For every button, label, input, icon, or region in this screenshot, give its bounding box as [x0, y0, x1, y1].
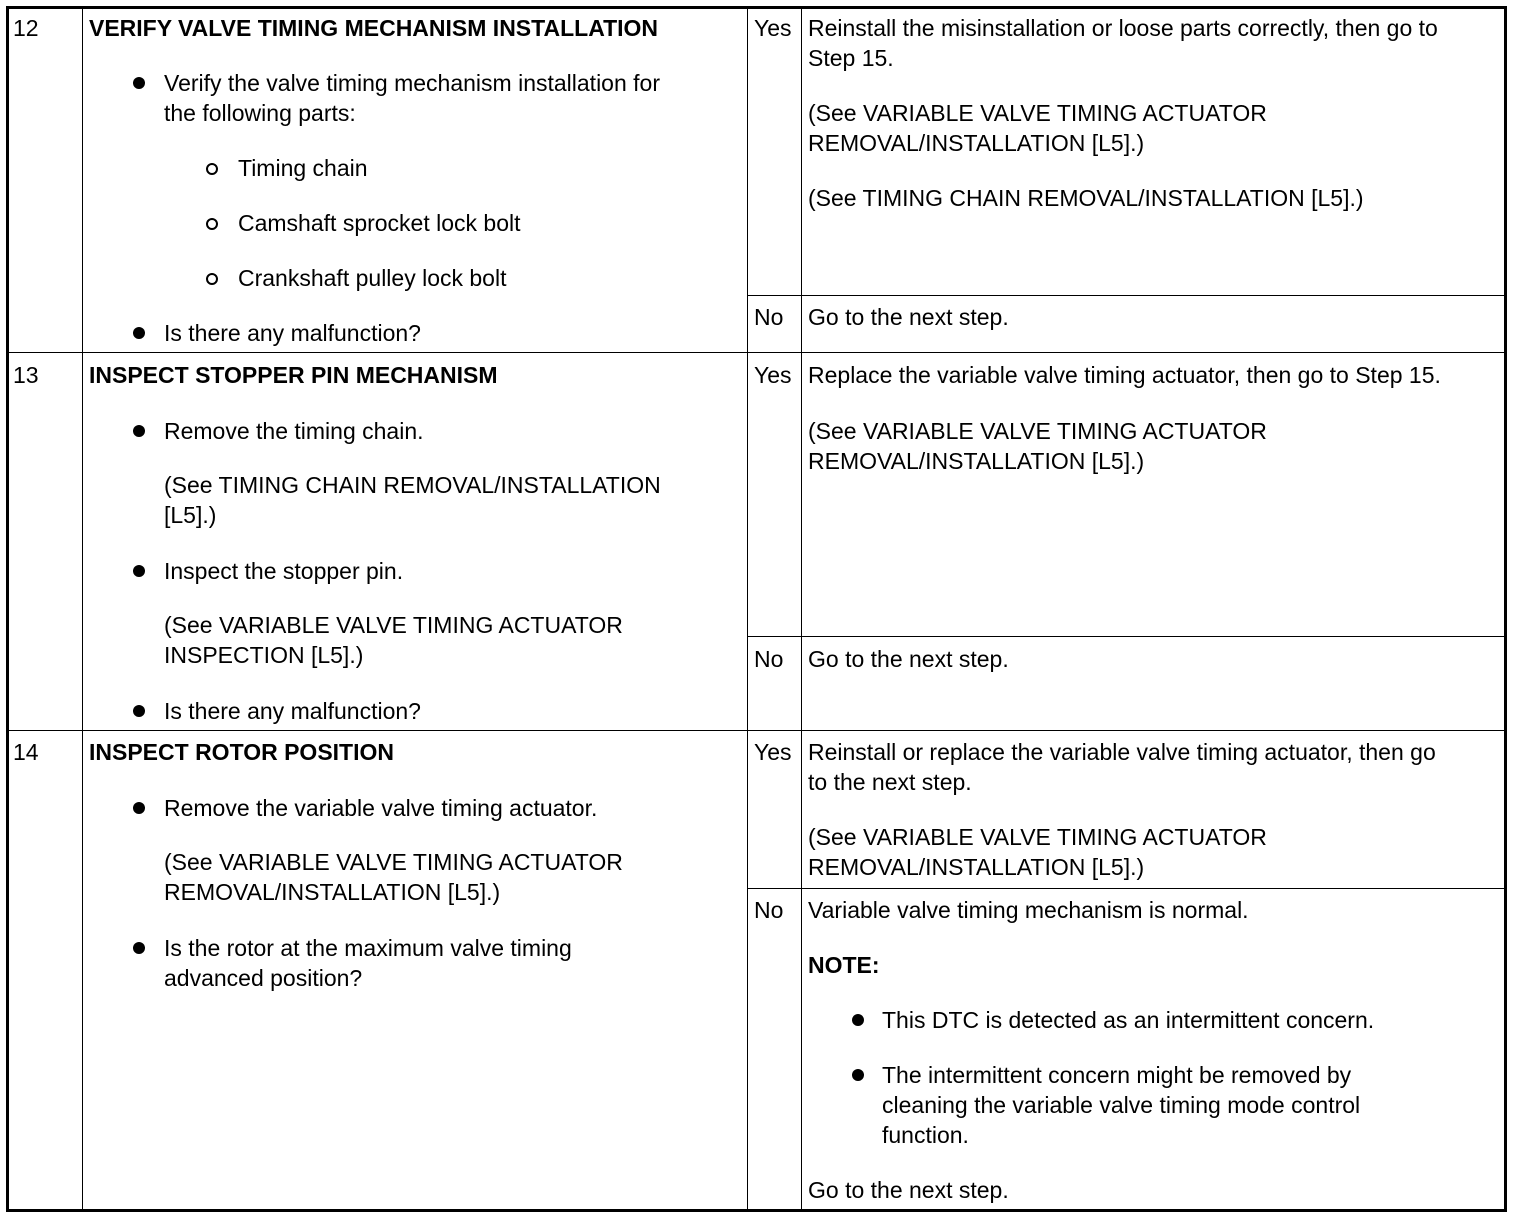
- reference-text: REMOVAL/INSTALLATION [L5].): [808, 854, 1145, 880]
- yes-no-divider-13: [747, 636, 1504, 637]
- note-text: cleaning the variable valve timing mode control: [882, 1092, 1361, 1118]
- yes-action-text: Replace the variable valve timing actuator, then go to Step 15.: [808, 362, 1441, 388]
- no-action-text: Go to the next step.: [808, 646, 1009, 672]
- step-number: 12: [13, 15, 39, 41]
- question-text: Is there any malfunction?: [164, 320, 421, 346]
- note-text: function.: [882, 1122, 969, 1148]
- yes-action-text: Reinstall or replace the variable valve timing actuator, then go: [808, 739, 1436, 765]
- yes-label: Yes: [754, 15, 792, 41]
- instruction-text: Remove the timing chain.: [164, 418, 424, 444]
- instruction-text: the following parts:: [164, 100, 356, 126]
- reference-text: REMOVAL/INSTALLATION [L5].): [808, 448, 1145, 474]
- reference-text: (See VARIABLE VALVE TIMING ACTUATOR: [808, 824, 1267, 850]
- sub-item-text: Camshaft sprocket lock bolt: [238, 210, 521, 236]
- yes-action-text: Step 15.: [808, 45, 894, 71]
- instruction-text: Remove the variable valve timing actuator.: [164, 795, 598, 821]
- no-label: No: [754, 304, 784, 330]
- reference-text: (See VARIABLE VALVE TIMING ACTUATOR: [164, 612, 623, 638]
- yes-action-text: Reinstall the misinstallation or loose parts correctly, then go to: [808, 15, 1438, 41]
- instruction-text: Inspect the stopper pin.: [164, 558, 404, 584]
- note-text: This DTC is detected as an intermittent concern.: [882, 1007, 1375, 1033]
- yes-no-divider-14: [747, 888, 1504, 889]
- sub-item-text: Timing chain: [238, 155, 368, 181]
- reference-text: (See VARIABLE VALVE TIMING ACTUATOR: [808, 418, 1267, 444]
- no-final-text: Go to the next step.: [808, 1177, 1009, 1203]
- yes-label: Yes: [754, 362, 792, 388]
- bullet-icon: [852, 1014, 864, 1026]
- sub-bullet-icon: [206, 163, 218, 175]
- reference-text: INSPECTION [L5].): [164, 642, 364, 668]
- column-divider-result: [801, 9, 802, 1209]
- yes-no-divider-12: [747, 295, 1504, 296]
- instruction-text: Verify the valve timing mechanism installation for: [164, 70, 660, 96]
- row-divider-12-13: [9, 352, 1504, 353]
- bullet-icon: [133, 802, 145, 814]
- reference-text: (See VARIABLE VALVE TIMING ACTUATOR: [164, 849, 623, 875]
- column-divider-number: [82, 9, 83, 1209]
- sub-item-text: Crankshaft pulley lock bolt: [238, 265, 507, 291]
- question-text: advanced position?: [164, 965, 363, 991]
- row-divider-13-14: [9, 730, 1504, 731]
- step-number: 13: [13, 362, 39, 388]
- question-text: Is there any malfunction?: [164, 698, 421, 724]
- reference-text: (See TIMING CHAIN REMOVAL/INSTALLATION [L5].): [808, 185, 1364, 211]
- reference-text: REMOVAL/INSTALLATION [L5].): [808, 130, 1145, 156]
- reference-text: (See TIMING CHAIN REMOVAL/INSTALLATION: [164, 472, 661, 498]
- reference-text: [L5].): [164, 502, 217, 528]
- no-action-text: Go to the next step.: [808, 304, 1009, 330]
- no-action-text: Variable valve timing mechanism is normal.: [808, 897, 1249, 923]
- bullet-icon: [133, 565, 145, 577]
- note-text: The intermittent concern might be removed by: [882, 1062, 1352, 1088]
- step-title: VERIFY VALVE TIMING MECHANISM INSTALLATION: [89, 15, 659, 41]
- no-label: No: [754, 897, 784, 923]
- sub-bullet-icon: [206, 218, 218, 230]
- note-label: NOTE:: [808, 952, 880, 978]
- reference-text: (See VARIABLE VALVE TIMING ACTUATOR: [808, 100, 1267, 126]
- step-title: INSPECT ROTOR POSITION: [89, 739, 394, 765]
- bullet-icon: [133, 327, 145, 339]
- step-title: INSPECT STOPPER PIN MECHANISM: [89, 362, 498, 388]
- reference-text: REMOVAL/INSTALLATION [L5].): [164, 879, 501, 905]
- question-text: Is the rotor at the maximum valve timing: [164, 935, 572, 961]
- sub-bullet-icon: [206, 273, 218, 285]
- yes-action-text: to the next step.: [808, 769, 972, 795]
- bullet-icon: [133, 77, 145, 89]
- yes-label: Yes: [754, 739, 792, 765]
- no-label: No: [754, 646, 784, 672]
- bullet-icon: [852, 1069, 864, 1081]
- bullet-icon: [133, 942, 145, 954]
- step-number: 14: [13, 739, 39, 765]
- bullet-icon: [133, 425, 145, 437]
- bullet-icon: [133, 705, 145, 717]
- column-divider-action: [747, 9, 748, 1209]
